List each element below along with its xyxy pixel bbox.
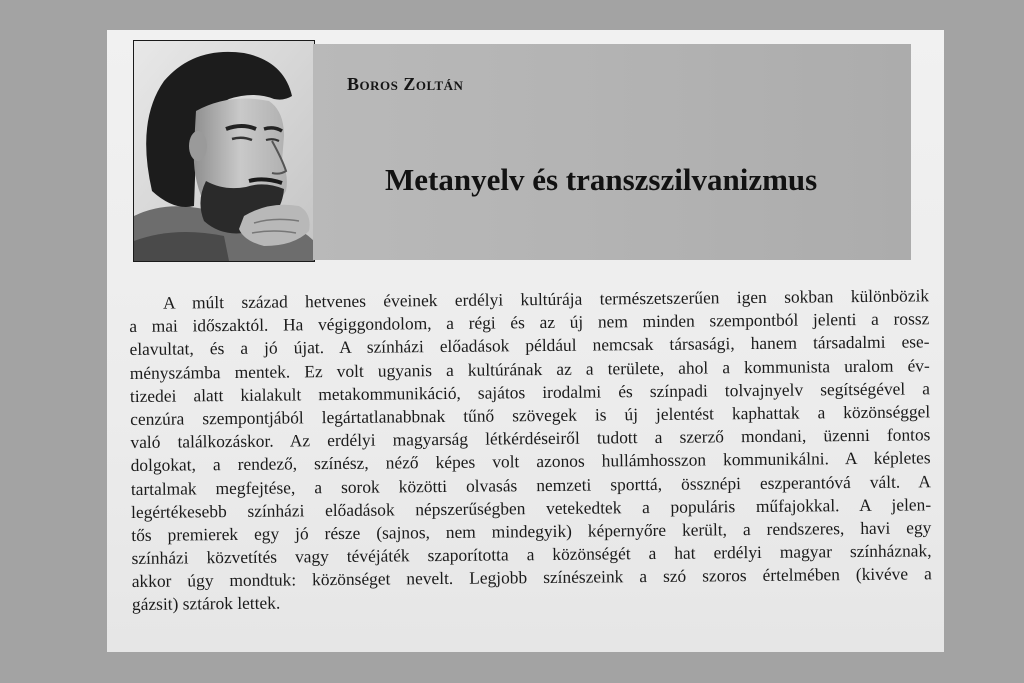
body-line: dolgokat, a rendező, színész, néző képes volt azonos hullámhosszon kommunikálni. A képletes [130, 447, 931, 476]
body-line: tizedei alatt kialakult metakommunikáció, sajátos irodalmi és színpadi tolvajnyelv segítségével a [129, 378, 931, 406]
body-line: tős premierek egy jó része (sajnos, nem mindegyik) képernyőre került, a rendszeres, havi egy [131, 517, 932, 545]
body-line: A múlt század hetvenes éveinek erdélyi kultúrája természetszerűen igen sokban különbözik [163, 285, 930, 313]
body-line: gázsit) sztárok lettek. [131, 593, 281, 615]
portrait-illustration [134, 41, 314, 261]
body-line: cenzúra szempontjából legártatlanabbnak tűnő szövegek is új jelentést kaphattak a közönséggel [130, 401, 931, 429]
author-name: Boros Zoltán [347, 74, 464, 94]
body-line: a mai időszaktól. Ha végiggondolom, a régi és az új nem minden szempontból jelenti a rossz [129, 308, 930, 337]
book-page [107, 30, 944, 652]
body-line: tartalmak megfejtése, a sorok közötti olvasás nemzeti sporttá, össznépi eszperantóvá vált. A [130, 470, 931, 499]
body-line: elavultat, és a jó újat. A színházi előadások például nemcsak társasági, hanem társadalmi ese- [129, 331, 930, 360]
article-body [129, 284, 932, 616]
article-title: Metanyelv és transzszilvanizmus [385, 162, 818, 197]
author-portrait-photo [133, 40, 315, 262]
body-line: való találkozáskor. Az erdélyi magyarság létkérdéseiről tudott a szerző mondani, üzenni fontos [130, 424, 931, 453]
body-line: színházi közvetítés vagy tévéjáték szaporította a közönségét a hat erdélyi magyar színháznak, [131, 540, 932, 569]
body-line: ményszámba mentek. Ez volt ugyanis a kultúrának az a területe, ahol a kommunista uralom év- [129, 354, 930, 383]
body-line: akkor úgy mondtuk: közönséget nevelt. Legjobb színészeink a szó szoros értelmében (kivéve a [131, 563, 932, 592]
body-line: legértékesebb színházi előadások népszerűségben vetekedtek a populáris műfajokkal. A jelen- [131, 493, 932, 522]
